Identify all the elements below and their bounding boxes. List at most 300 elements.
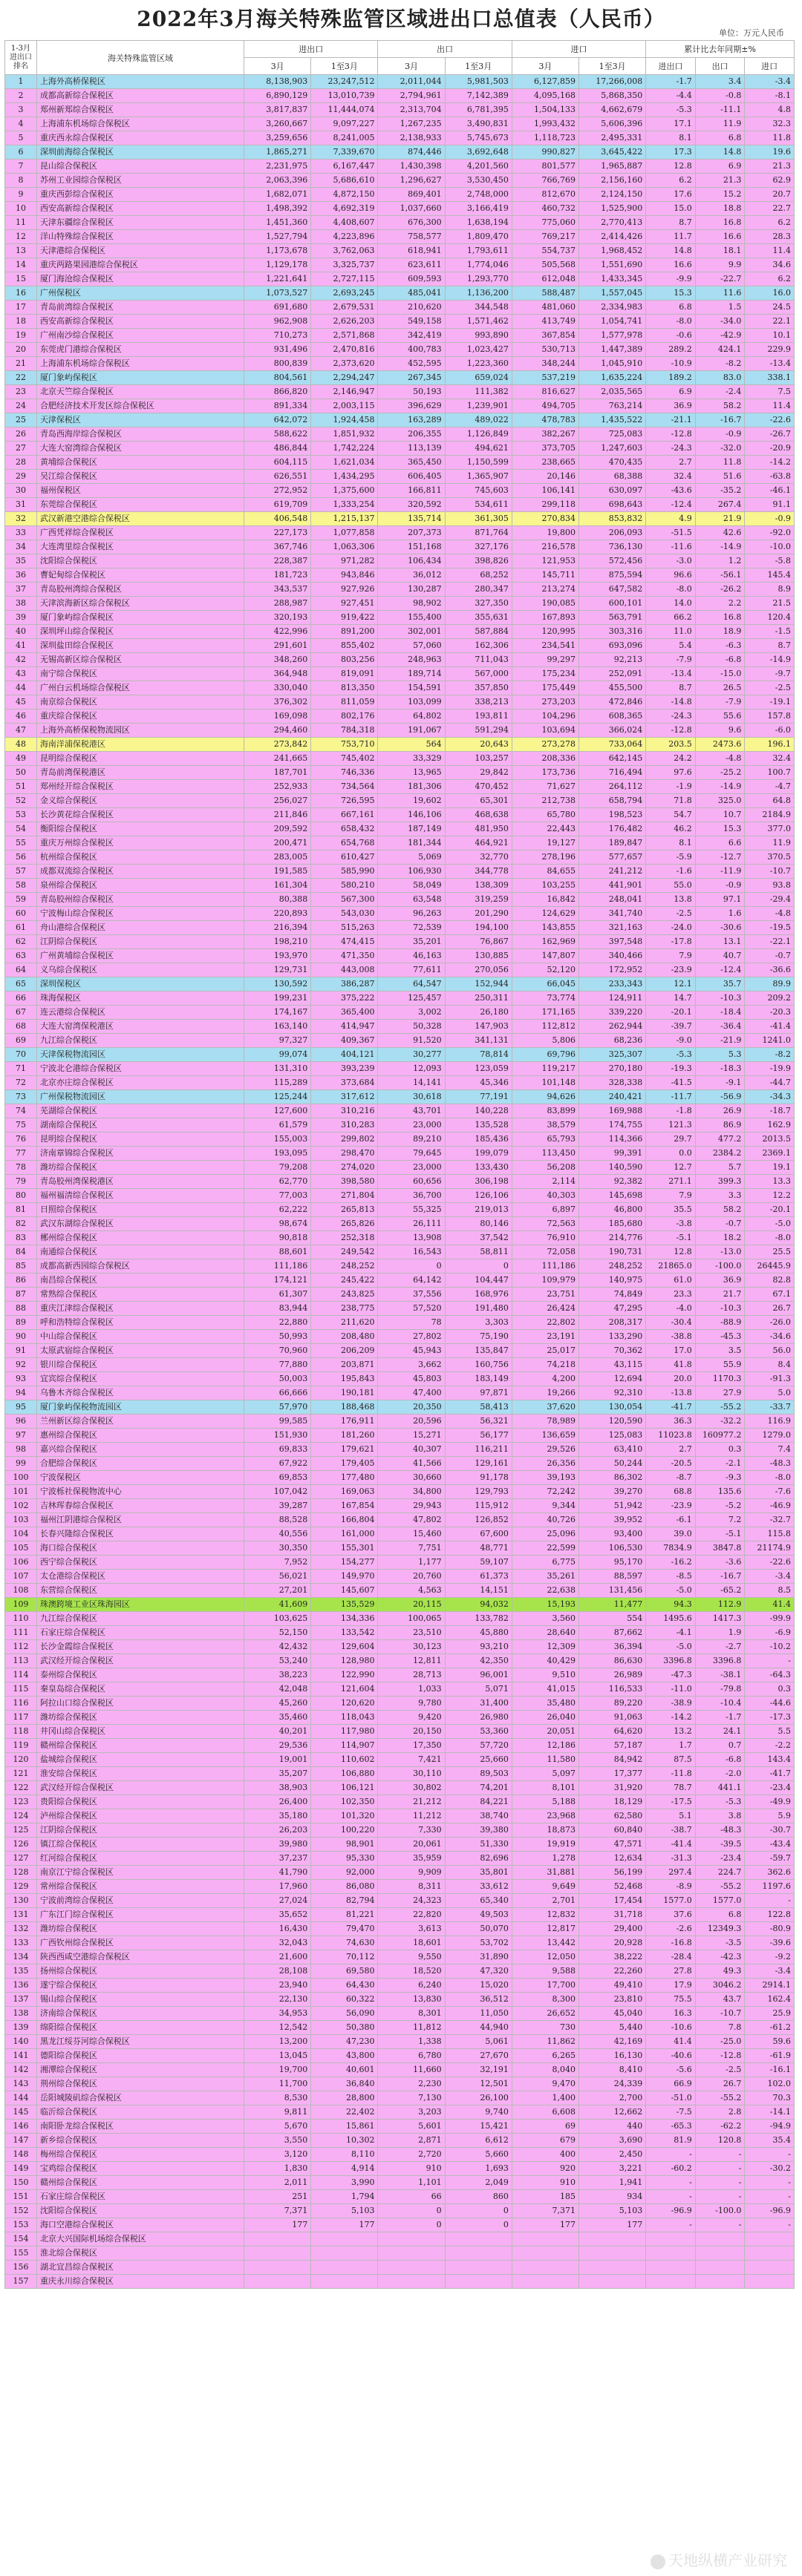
zone-header: 海关特殊监管区域 — [36, 41, 244, 75]
growth-total-cell: -5.0 — [646, 1584, 696, 1598]
total-m13-cell: 60,322 — [311, 1993, 378, 2007]
export-m13-cell: 3,692,648 — [445, 145, 512, 160]
import-m13-cell: 63,410 — [579, 1443, 646, 1457]
export-m3-cell: 45,943 — [378, 1344, 445, 1358]
import-m13-cell: 17,266,008 — [579, 75, 646, 89]
total-m3-cell: 40,201 — [244, 1725, 311, 1739]
export-m13-cell: 39,380 — [445, 1823, 512, 1838]
growth-total-cell: -8.7 — [646, 1471, 696, 1485]
export-m13-cell: 344,548 — [445, 301, 512, 315]
total-m13-cell: 971,282 — [311, 554, 378, 568]
import-m3-cell: 73,774 — [512, 992, 578, 1006]
table-row — [5, 399, 795, 413]
growth-export-cell: 1.9 — [695, 1626, 745, 1640]
export-header: 出口 — [378, 41, 512, 58]
total-m3-cell: 241,665 — [244, 752, 311, 766]
zone-name-cell: 湖北宜昌综合保税区 — [36, 2261, 244, 2275]
growth-import-cell: 25.9 — [745, 2007, 795, 2021]
import-m3-cell: 69 — [512, 2120, 578, 2134]
export-m13-cell — [445, 2246, 512, 2261]
growth-export-cell: -25.0 — [695, 2035, 745, 2049]
growth-total-cell: 11.7 — [646, 230, 696, 244]
import-m3-cell: 38,579 — [512, 1118, 578, 1133]
table-row — [5, 1936, 795, 1950]
growth-import-cell: -91.3 — [745, 1372, 795, 1386]
total-m3-cell: 28,108 — [244, 1964, 311, 1979]
import-m3-cell: 40,726 — [512, 1513, 578, 1527]
zone-name-cell: 潍坊综合保税区 — [36, 1711, 244, 1725]
growth-import-cell: 8.9 — [745, 583, 795, 597]
growth-total-cell: 6.8 — [646, 301, 696, 315]
growth-import-cell: 1241.0 — [745, 1034, 795, 1048]
growth-import-cell: 8.5 — [745, 1584, 795, 1598]
total-m13-cell: 375,222 — [311, 992, 378, 1006]
growth-total-cell: 14.0 — [646, 597, 696, 611]
import-m13-cell: 92,310 — [579, 1386, 646, 1400]
export-m13-cell: 135,528 — [445, 1118, 512, 1133]
total-m13-cell: 9,097,227 — [311, 117, 378, 131]
growth-export-cell: -8.2 — [695, 357, 745, 371]
zone-name-cell: 东营综合保税区 — [36, 1584, 244, 1598]
total-m13-cell: 36,840 — [311, 2077, 378, 2091]
import-m3-cell: 52,120 — [512, 963, 578, 977]
growth-export-cell: 18.8 — [695, 202, 745, 216]
export-m13-cell: 464,921 — [445, 836, 512, 851]
total-m3-cell: 330,040 — [244, 681, 311, 695]
import-m13-cell: 145,698 — [579, 1189, 646, 1203]
export-m13-cell: 0 — [445, 2218, 512, 2232]
total-m3-cell: 804,561 — [244, 371, 311, 385]
growth-import-cell: 32.4 — [745, 752, 795, 766]
table-row — [5, 2049, 795, 2063]
export-m13-cell: 15,020 — [445, 1979, 512, 1993]
import-m13-cell: 577,657 — [579, 851, 646, 865]
total-m3-cell: 38,903 — [244, 1781, 311, 1795]
total-m13-cell: 813,350 — [311, 681, 378, 695]
zone-name-cell: 南阳卧龙综合保税区 — [36, 2120, 244, 2134]
import-m13-cell: 630,097 — [579, 484, 646, 498]
total-m13-cell: 310,283 — [311, 1118, 378, 1133]
table-row — [5, 1894, 795, 1908]
table-row — [5, 343, 795, 357]
growth-export-cell: -18.3 — [695, 1062, 745, 1076]
export-m3-cell: 41,566 — [378, 1457, 445, 1471]
total-m13-cell: 3,990 — [311, 2176, 378, 2190]
table-row — [5, 1979, 795, 1993]
total-m3-cell: 161,304 — [244, 879, 311, 893]
export-m3-cell: 15,460 — [378, 1527, 445, 1541]
export-m3-cell: 302,001 — [378, 625, 445, 639]
import-m13-cell: 92,213 — [579, 653, 646, 667]
export-m13-cell: 338,213 — [445, 695, 512, 709]
import-m13-cell: 190,731 — [579, 1245, 646, 1259]
table-row — [5, 103, 795, 117]
rank-cell: 114 — [5, 1668, 37, 1682]
import-m3-cell: 5,806 — [512, 1034, 578, 1048]
growth-export-cell: -0.9 — [695, 427, 745, 442]
export-m13-cell: 319,259 — [445, 893, 512, 907]
rank-cell: 123 — [5, 1795, 37, 1809]
import-m13-cell: 39,952 — [579, 1513, 646, 1527]
growth-export-cell: -39.5 — [695, 1838, 745, 1852]
total-m13-cell: 919,422 — [311, 611, 378, 625]
growth-import-cell: -4.8 — [745, 907, 795, 921]
export-m13-cell: 135,847 — [445, 1344, 512, 1358]
growth-export-cell: 18.2 — [695, 1231, 745, 1245]
growth-export-cell: 3046.2 — [695, 1979, 745, 1993]
rank-cell: 17 — [5, 301, 37, 315]
total-m13-cell: 10,302 — [311, 2134, 378, 2148]
table-row — [5, 1725, 795, 1739]
growth-export-cell: 58.2 — [695, 1203, 745, 1217]
import-m13-cell: 455,500 — [579, 681, 646, 695]
growth-import-cell: - — [745, 2176, 795, 2190]
table-row — [5, 315, 795, 329]
export-m13-cell: 1,793,611 — [445, 244, 512, 258]
total-m3-cell: 283,005 — [244, 851, 311, 865]
total-m3-cell: 227,173 — [244, 526, 311, 540]
growth-import-cell: 22.7 — [745, 202, 795, 216]
zone-name-cell: 贵阳综合保税区 — [36, 1795, 244, 1809]
zone-name-cell: 天津港综合保税区 — [36, 244, 244, 258]
rank-cell: 148 — [5, 2148, 37, 2162]
import-m13-cell: 339,220 — [579, 1006, 646, 1020]
table-row — [5, 1598, 795, 1612]
import-m3-cell: 19,800 — [512, 526, 578, 540]
export-m3-cell: 98,902 — [378, 597, 445, 611]
import-m3-cell: 145,711 — [512, 568, 578, 583]
import-m3-cell: 72,563 — [512, 1217, 578, 1231]
total-m13-cell: 195,843 — [311, 1372, 378, 1386]
export-m3-cell: 96,263 — [378, 907, 445, 921]
growth-total-cell: 4.9 — [646, 512, 696, 526]
zone-name-cell: 西安高新综合保税区 — [36, 315, 244, 329]
table-row — [5, 921, 795, 935]
total-m13-cell: 155,301 — [311, 1541, 378, 1556]
growth-import-cell: 145.4 — [745, 568, 795, 583]
table-row — [5, 145, 795, 160]
growth-import-cell: -14.9 — [745, 653, 795, 667]
import-m3-cell: 208,336 — [512, 752, 578, 766]
import-m3-cell: 9,470 — [512, 2077, 578, 2091]
import-m13-cell: 62,580 — [579, 1809, 646, 1823]
table-row — [5, 977, 795, 992]
zone-name-cell: 深圳坪山综合保税区 — [36, 625, 244, 639]
zone-name-cell: 北京亦庄综合保税区 — [36, 1076, 244, 1090]
total-m3-cell: 12,542 — [244, 2021, 311, 2035]
zone-name-cell: 南京综合保税区 — [36, 695, 244, 709]
total-m3-cell: 2,063,396 — [244, 174, 311, 188]
total-m3-cell: 90,818 — [244, 1231, 311, 1245]
import-m3-cell: 348,244 — [512, 357, 578, 371]
import-m13-cell: 248,041 — [579, 893, 646, 907]
export-m13-cell: 193,811 — [445, 709, 512, 724]
growth-export-cell: 2.2 — [695, 597, 745, 611]
export-m3-cell: 30,277 — [378, 1048, 445, 1062]
import-m3-cell: 367,854 — [512, 329, 578, 343]
total-m3-cell: 88,528 — [244, 1513, 311, 1527]
table-row — [5, 625, 795, 639]
export-m3-cell: 2,011,044 — [378, 75, 445, 89]
growth-total-cell: -38.8 — [646, 1330, 696, 1344]
table-row — [5, 1034, 795, 1048]
rank-cell: 6 — [5, 145, 37, 160]
zone-name-cell: 江阴综合保税区 — [36, 1823, 244, 1838]
import-m3-cell: 766,769 — [512, 174, 578, 188]
growth-import-cell: -9.7 — [745, 667, 795, 681]
import-m3-cell: 25,017 — [512, 1344, 578, 1358]
export-m3-cell: 12,811 — [378, 1654, 445, 1668]
total-m3-cell: 642,072 — [244, 413, 311, 427]
growth-export-cell: 2.8 — [695, 2105, 745, 2120]
growth-export-cell: 0.7 — [695, 1739, 745, 1753]
import-m13-cell: 2,124,150 — [579, 188, 646, 202]
zone-name-cell: 宜宾综合保税区 — [36, 1372, 244, 1386]
zone-name-cell: 义乌综合保税区 — [36, 963, 244, 977]
growth-import-cell: 10.1 — [745, 329, 795, 343]
zone-name-cell: 太原武宿综合保税区 — [36, 1344, 244, 1358]
import-m13-cell: 31,718 — [579, 1908, 646, 1922]
growth-total-cell: 75.5 — [646, 1993, 696, 2007]
growth-export-cell: 26.7 — [695, 2077, 745, 2091]
growth-import-cell: -64.3 — [745, 1668, 795, 1682]
import-m3-cell: 4,200 — [512, 1372, 578, 1386]
growth-total-cell: -20.5 — [646, 1457, 696, 1471]
growth-total-cell: 11.0 — [646, 625, 696, 639]
export-m3-cell: 135,714 — [378, 512, 445, 526]
export-m13-cell: 26,100 — [445, 2091, 512, 2105]
import-m13-cell: 185,680 — [579, 1217, 646, 1231]
import-m3-cell: 136,659 — [512, 1429, 578, 1443]
import-m3-cell: 40,303 — [512, 1189, 578, 1203]
growth-total-cell: 66.2 — [646, 611, 696, 625]
total-m13-cell — [311, 2246, 378, 2261]
export-m3-cell: 13,830 — [378, 1993, 445, 2007]
import-m3-cell: 2,114 — [512, 1175, 578, 1189]
export-m13-cell: 194,100 — [445, 921, 512, 935]
total-m13-cell: 803,256 — [311, 653, 378, 667]
growth-import-cell: 157.8 — [745, 709, 795, 724]
table-row — [5, 286, 795, 301]
growth-total-cell: 1.7 — [646, 1739, 696, 1753]
export-m13-cell: 470,452 — [445, 780, 512, 794]
growth-import-cell: 11.4 — [745, 399, 795, 413]
export-m3-cell: 55,325 — [378, 1203, 445, 1217]
import-m13-cell: 38,222 — [579, 1950, 646, 1964]
total-m3-cell: 251 — [244, 2190, 311, 2204]
rank-cell: 115 — [5, 1682, 37, 1697]
total-m13-cell: 74,630 — [311, 1936, 378, 1950]
rank-cell: 62 — [5, 935, 37, 949]
export-m3-cell: 606,405 — [378, 470, 445, 484]
table-row — [5, 2134, 795, 2148]
growth-import-cell: -44.7 — [745, 1076, 795, 1090]
zone-name-cell: 东莞综合保税区 — [36, 498, 244, 512]
zone-name-cell: 东莞虎门港综合保税区 — [36, 343, 244, 357]
import-m3-cell: 588,487 — [512, 286, 578, 301]
import-m13-cell: 647,582 — [579, 583, 646, 597]
export-m13-cell: 219,013 — [445, 1203, 512, 1217]
import-m13-cell: 328,338 — [579, 1076, 646, 1090]
import-m3-cell: 382,267 — [512, 427, 578, 442]
growth-export-cell: -42.3 — [695, 1950, 745, 1964]
import-m3-cell: 41,015 — [512, 1682, 578, 1697]
growth-export-cell: -6.8 — [695, 653, 745, 667]
total-m3-cell: 35,180 — [244, 1809, 311, 1823]
import-m13-cell: 31,920 — [579, 1781, 646, 1795]
total-m13-cell: 64,430 — [311, 1979, 378, 1993]
rank-cell: 16 — [5, 286, 37, 301]
import-m13-cell: 45,040 — [579, 2007, 646, 2021]
export-m13-cell: 56,177 — [445, 1429, 512, 1443]
total-m3-cell: 228,387 — [244, 554, 311, 568]
rank-cell: 78 — [5, 1161, 37, 1175]
table-row — [5, 1386, 795, 1400]
rank-cell: 119 — [5, 1739, 37, 1753]
growth-export-header: 出口 — [695, 58, 745, 75]
growth-import-cell: 67.1 — [745, 1288, 795, 1302]
rank-cell: 107 — [5, 1570, 37, 1584]
rank-cell: 72 — [5, 1076, 37, 1090]
table-row — [5, 1950, 795, 1964]
growth-total-cell: 71.8 — [646, 794, 696, 808]
growth-import-cell: 22.1 — [745, 315, 795, 329]
growth-total-cell: 35.5 — [646, 1203, 696, 1217]
total-m3-cell: 41,609 — [244, 1598, 311, 1612]
growth-import-cell: 91.1 — [745, 498, 795, 512]
growth-export-cell: -34.0 — [695, 315, 745, 329]
growth-import-cell: 26.7 — [745, 1302, 795, 1316]
table-row — [5, 935, 795, 949]
import-m3-cell: 167,893 — [512, 611, 578, 625]
export-m3-cell: 9,420 — [378, 1711, 445, 1725]
export-m3-cell: 2,230 — [378, 2077, 445, 2091]
rank-cell: 130 — [5, 1894, 37, 1908]
zone-name-cell: 珠海保税区 — [36, 992, 244, 1006]
import-m3-cell: 19,266 — [512, 1386, 578, 1400]
growth-import-cell: -41.4 — [745, 1020, 795, 1034]
total-m13-cell: 654,768 — [311, 836, 378, 851]
rank-cell: 110 — [5, 1612, 37, 1626]
export-m3-cell: 5,069 — [378, 851, 445, 865]
zone-name-cell: 天津东疆综合保税区 — [36, 216, 244, 230]
import-m3-cell: 4,095,168 — [512, 89, 578, 103]
total-m3-cell: 691,680 — [244, 301, 311, 315]
export-m13-cell: 591,294 — [445, 724, 512, 738]
growth-export-cell: -100.0 — [695, 1259, 745, 1274]
table-row — [5, 1245, 795, 1259]
rank-cell: 92 — [5, 1358, 37, 1372]
growth-total-cell: -3.0 — [646, 554, 696, 568]
import-m13-cell: 1,045,910 — [579, 357, 646, 371]
zone-name-cell: 吉林珲春综合保税区 — [36, 1499, 244, 1513]
export-m13-cell: 42,350 — [445, 1654, 512, 1668]
growth-export-cell: -5.3 — [695, 1795, 745, 1809]
export-m13-cell: 860 — [445, 2190, 512, 2204]
growth-total-cell: 46.2 — [646, 822, 696, 836]
growth-total-cell: 7834.9 — [646, 1541, 696, 1556]
import-m13-cell: 116,533 — [579, 1682, 646, 1697]
zone-name-cell: 苏州工业园综合保税区 — [36, 174, 244, 188]
zone-name-cell: 天津保税物流园区 — [36, 1048, 244, 1062]
export-m3-cell: 63,548 — [378, 893, 445, 907]
table-row — [5, 1584, 795, 1598]
import-m13-cell: 325,307 — [579, 1048, 646, 1062]
import-m3-cell: 175,449 — [512, 681, 578, 695]
export-m3-cell: 27,802 — [378, 1330, 445, 1344]
import-m13-cell: 1,941 — [579, 2176, 646, 2190]
growth-import-cell: -33.7 — [745, 1400, 795, 1415]
total-m3-cell: 79,208 — [244, 1161, 311, 1175]
growth-import-cell: 24.5 — [745, 301, 795, 315]
total-m3-cell: 891,334 — [244, 399, 311, 413]
total-m13-cell: 6,167,447 — [311, 160, 378, 174]
table-row — [5, 2162, 795, 2176]
table-header — [5, 41, 795, 75]
rank-cell: 99 — [5, 1457, 37, 1471]
table-row — [5, 1513, 795, 1527]
growth-total-cell: 1495.6 — [646, 1612, 696, 1626]
import-m3-cell: 1,278 — [512, 1852, 578, 1866]
export-m3-cell: 2,313,704 — [378, 103, 445, 117]
growth-total-cell: 17.1 — [646, 117, 696, 131]
rank-cell: 36 — [5, 568, 37, 583]
export-m3-cell: 146,106 — [378, 808, 445, 822]
table-row — [5, 1048, 795, 1062]
import-m13-cell: 3,690 — [579, 2134, 646, 2148]
import-m3-cell: 6,265 — [512, 2049, 578, 2063]
export-m13-cell: 58,811 — [445, 1245, 512, 1259]
rank-cell: 85 — [5, 1259, 37, 1274]
zone-name-cell: 绵阳综合保税区 — [36, 2021, 244, 2035]
export-m13-cell: 32,191 — [445, 2063, 512, 2077]
export-m13-cell: 140,228 — [445, 1104, 512, 1118]
table-row — [5, 695, 795, 709]
total-m3-cell: 62,222 — [244, 1203, 311, 1217]
table-row — [5, 1711, 795, 1725]
growth-import-cell: 2013.5 — [745, 1133, 795, 1147]
export-m13-cell: 481,950 — [445, 822, 512, 836]
export-m13-cell: 51,330 — [445, 1838, 512, 1852]
import-m3-cell: 6,608 — [512, 2105, 578, 2120]
export-m3-cell: 34,800 — [378, 1485, 445, 1499]
total-m3-cell — [244, 2232, 311, 2246]
import-m3-cell: 990,827 — [512, 145, 578, 160]
zone-name-cell: 德阳综合保税区 — [36, 2049, 244, 2063]
export-m13-cell: 185,436 — [445, 1133, 512, 1147]
table-row — [5, 2176, 795, 2190]
import-m3-cell: 112,812 — [512, 1020, 578, 1034]
export-m3-cell: 22,820 — [378, 1908, 445, 1922]
table-row — [5, 1302, 795, 1316]
total-m3-cell: 193,095 — [244, 1147, 311, 1161]
export-m3-cell: 30,802 — [378, 1781, 445, 1795]
growth-total-cell: -12.8 — [646, 427, 696, 442]
export-m3-cell: 30,660 — [378, 1471, 445, 1485]
growth-total-cell: -5.3 — [646, 103, 696, 117]
export-m13-cell: 147,903 — [445, 1020, 512, 1034]
growth-export-cell: -62.2 — [695, 2120, 745, 2134]
growth-total-cell: -19.3 — [646, 1062, 696, 1076]
table-row — [5, 1527, 795, 1541]
total-m3-cell: 39,980 — [244, 1838, 311, 1852]
export-m3-cell: 2,871 — [378, 2134, 445, 2148]
import-m3-cell: 56,208 — [512, 1161, 578, 1175]
total-m13-cell: 102,350 — [311, 1795, 378, 1809]
total-m13-header: 1至3月 — [311, 58, 378, 75]
import-m13-cell: 12,634 — [579, 1852, 646, 1866]
export-m13-cell: 76,867 — [445, 935, 512, 949]
